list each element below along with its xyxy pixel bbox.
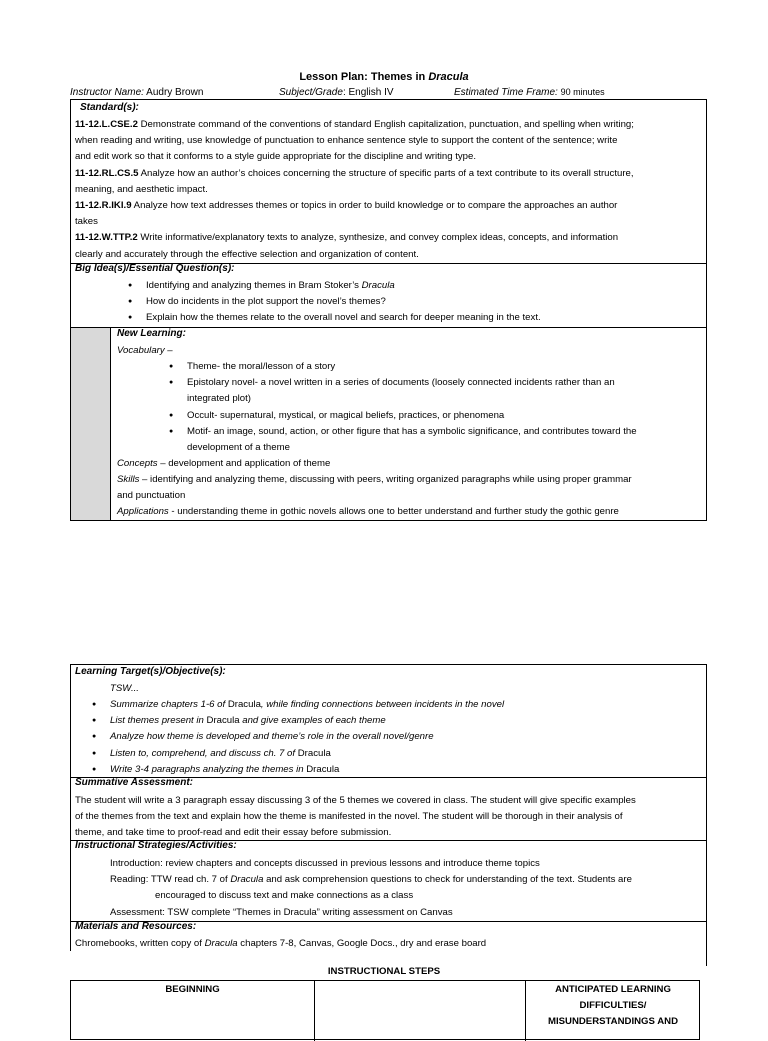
strategy-assessment: Assessment: TSW complete “Themes in Dracula” writing assessment on Canvas (110, 907, 453, 918)
vocab-motif-cont: development of a theme (187, 442, 290, 454)
beginning-header: BEGINNING (165, 984, 220, 995)
target-1: ● Summarize chapters 1-6 of Dracula, while finding connections between incidents in the novel (110, 697, 700, 713)
big-idea-1: ● Identifying and analyzing themes in Bram Stoker’s Dracula (146, 278, 701, 294)
difficulties-line-3: MISUNDERSTANDINGS AND (547, 1016, 679, 1028)
standard-3: 11-12.R.IKI.9 Analyze how text addresses themes or topics in order to build knowledge or to compare the approaches an author (75, 200, 618, 212)
standards-heading: Standard(s): (80, 102, 139, 113)
vocab-epistolary: ● Epistolary novel- a novel written in a series of documents (loosely connected incidents rather than an (187, 375, 702, 391)
lesson-box-2 (70, 664, 707, 951)
vocabulary-list (187, 359, 702, 456)
standard-4: 11-12.W.TTP.2 Write informative/explanatory texts to analyze, synthesize, and convey complex ideas, concepts, and information (75, 232, 619, 244)
vocab-theme: ● Theme- the moral/lesson of a story (187, 359, 702, 375)
standard-4-line-2: clearly and accurately through the effective selection and organization of content. (75, 248, 419, 260)
time-line: Estimated Time Frame: 90 minutes (454, 87, 605, 98)
strategies-heading: Instructional Strategies/Activities: (75, 840, 237, 851)
target-5: ● Write 3-4 paragraphs analyzing the themes in Dracula (110, 762, 700, 778)
big-ideas-list (146, 278, 701, 327)
standard-1-line-3: and edit work so that it conforms to a style guide appropriate for the discipline and writing type. (75, 151, 477, 163)
summative-line-3: theme, and take time to proof-read and edit their essay before submission. (75, 827, 392, 839)
box-2-edge (706, 951, 707, 966)
applications-line: Applications - understanding theme in gothic novels allows one to better understand and further study the gothic genre (117, 506, 619, 517)
summative-line-1: The student will write a 3 paragraph essay discussing 3 of the 5 themes we covered in class. The student will give specific examples (75, 795, 636, 806)
summative-text (75, 793, 705, 842)
standard-1-line-2: when reading and writing, use knowledge of punctuation to enhance sentence style to support the content of the sentence; write (75, 135, 618, 147)
skills-line-2: and punctuation (117, 490, 186, 501)
tsw-label: TSW... (110, 683, 139, 694)
vocab-epistolary-cont: integrated plot) (187, 393, 251, 405)
difficulties-line-1: ANTICIPATED LEARNING (555, 984, 671, 995)
vocab-occult: ● Occult- supernatural, mystical, or magical beliefs, practices, or phenomena (187, 408, 702, 424)
strategy-reading: Reading: TTW read ch. 7 of Dracula and ask comprehension questions to check for understanding of the text. Students are (110, 874, 632, 885)
materials-heading: Materials and Resources: (75, 921, 197, 932)
targets-heading: Learning Target(s)/Objective(s): (75, 666, 226, 677)
standard-2: 11-12.RL.CS.5 Analyze how an author’s choices concerning the structure of specific parts of a text contribute to its overall structure, (75, 167, 634, 179)
difficulties-header (526, 982, 700, 1031)
target-4: ● Listen to, comprehend, and discuss ch. 7 of Dracula (110, 746, 700, 762)
difficulties-line-2: DIFFICULTIES/ (579, 1000, 647, 1012)
big-ideas-heading: Big Idea(s)/Essential Question(s): (75, 263, 235, 274)
summative-line-2: of the themes from the text and explain how the theme is manifested in the novel. The student will be thorough in their analysis of (75, 811, 623, 823)
big-idea-2: ● How do incidents in the plot support the novel’s themes? (146, 294, 701, 310)
strategy-reading-cont: encouraged to discuss text and make connections as a class (155, 890, 414, 901)
materials-text: Chromebooks, written copy of Dracula chapters 7-8, Canvas, Google Docs., dry and erase board (75, 938, 487, 949)
subject-line: Subject/Grade: English IV (279, 87, 394, 98)
strategy-intro: Introduction: review chapters and concepts discussed in previous lessons and introduce theme topics (110, 858, 540, 869)
standards-list (75, 117, 703, 263)
concepts-line: Concepts – development and application of theme (117, 458, 331, 469)
instructor-line: Instructor Name: Audry Brown (70, 87, 204, 98)
summative-heading: Summative Assessment: (75, 777, 194, 788)
standard-2-line-2: meaning, and aesthetic impact. (75, 183, 208, 195)
targets-list (110, 697, 700, 778)
target-2: ● List themes present in Dracula and give examples of each theme (110, 713, 700, 729)
skills-line: Skills – identifying and analyzing theme, discussing with peers, writing organized paragraphs while using proper grammar (117, 474, 632, 485)
gray-side-column (71, 328, 111, 520)
steps-col-divider (314, 981, 315, 1041)
instructional-steps-heading: INSTRUCTIONAL STEPS (327, 966, 441, 977)
vocab-motif: ● Motif- an image, sound, action, or other figure that has a symbolic significance, and contributes toward the (187, 424, 702, 440)
standard-3-line-2: takes (75, 216, 98, 228)
standard-1: 11-12.L.CSE.2 Demonstrate command of the conventions of standard English capitalization, punctuation, and spelling when writing; (75, 119, 634, 130)
vocabulary-label: Vocabulary – (117, 345, 173, 356)
steps-table (70, 980, 700, 1040)
new-learning-heading: New Learning: (117, 328, 186, 339)
lesson-box-1 (70, 99, 707, 521)
big-idea-3: ● Explain how the themes relate to the overall novel and search for deeper meaning in the text. (146, 310, 701, 326)
target-3: ● Analyze how theme is developed and theme’s role in the overall novel/genre (110, 729, 700, 745)
page-title: Lesson Plan: Themes in Dracula (299, 71, 469, 83)
